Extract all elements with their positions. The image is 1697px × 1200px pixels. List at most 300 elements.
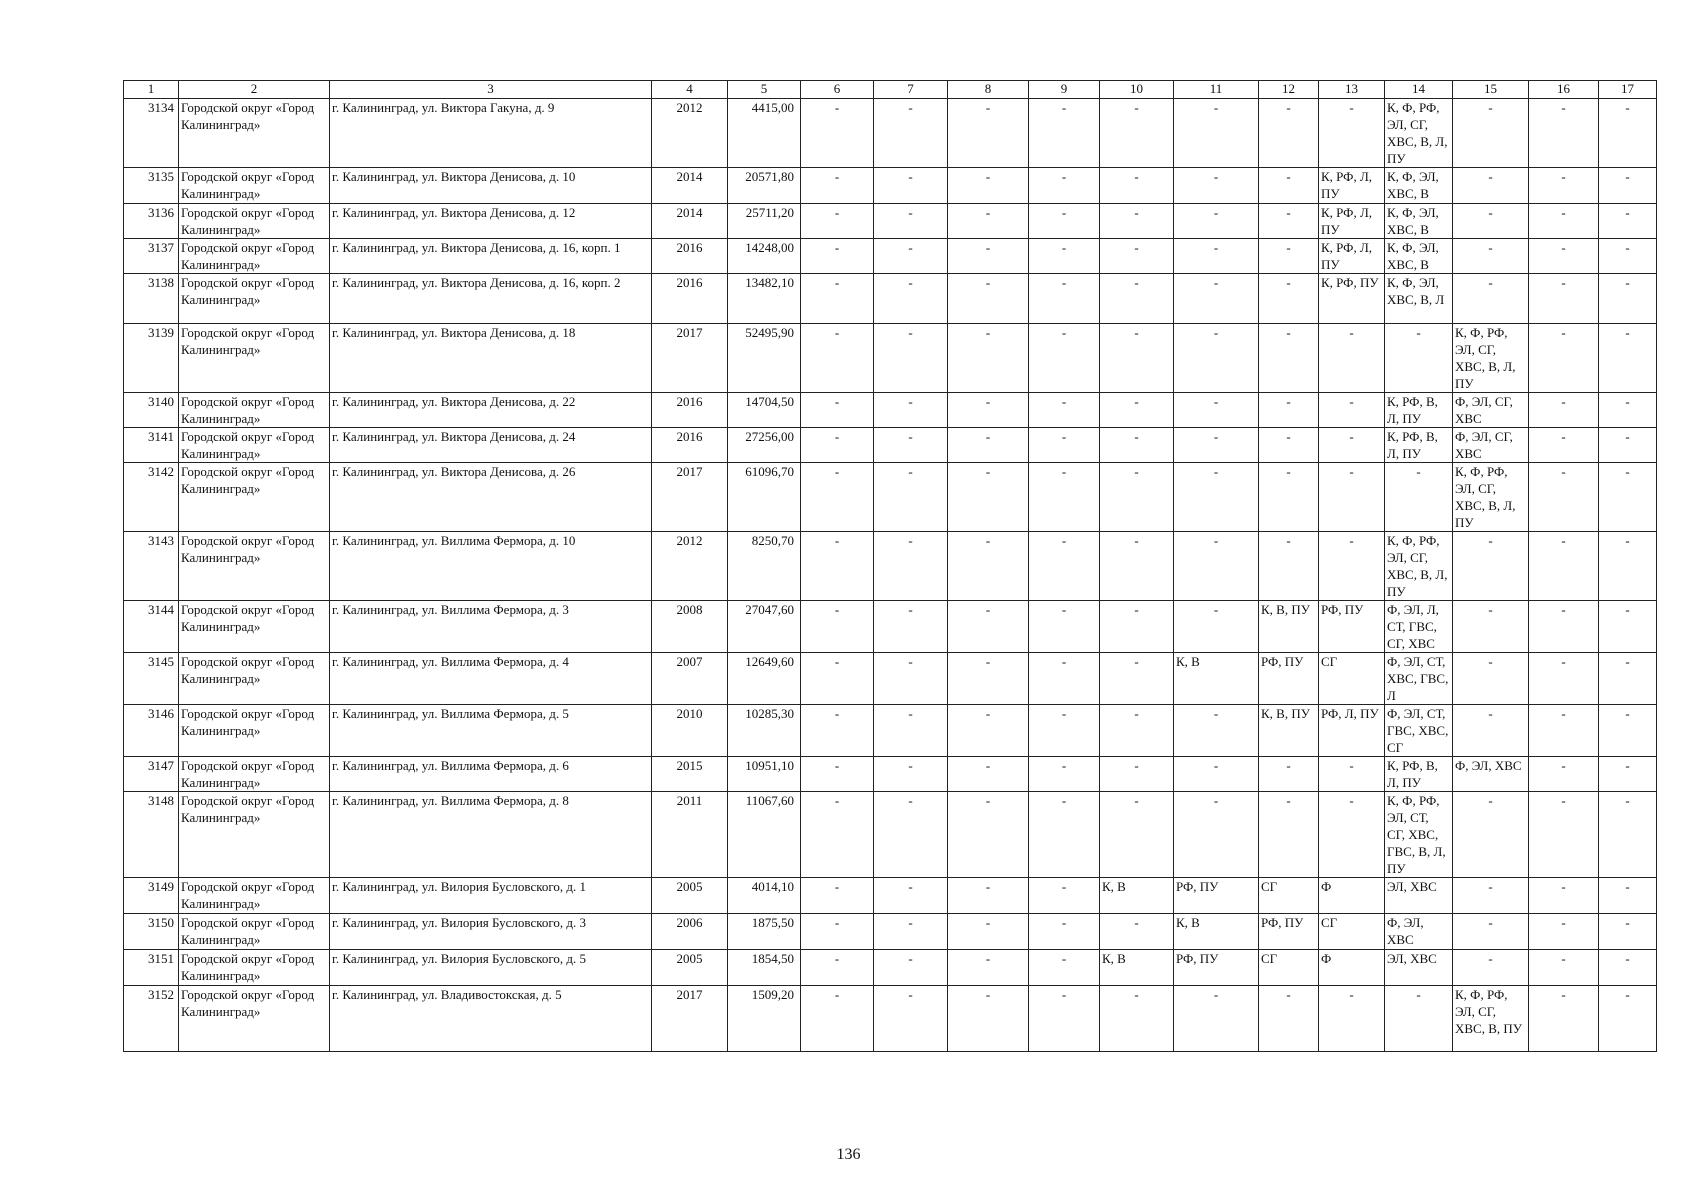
col-12-cell: - (1259, 463, 1319, 532)
col-9-cell: - (1029, 914, 1100, 950)
col-6-cell: - (801, 878, 874, 914)
row-number: 3139 (124, 324, 179, 393)
col-11-cell: - (1174, 463, 1259, 532)
area-cell: 10951,10 (728, 757, 801, 792)
col-17-cell: - (1599, 274, 1657, 324)
col-11-cell: РФ, ПУ (1174, 950, 1259, 986)
table-row (124, 99, 1657, 168)
col-12-cell: - (1259, 393, 1319, 428)
year-cell: 2006 (652, 914, 728, 950)
col-13-cell: - (1319, 757, 1385, 792)
col-16-cell: - (1529, 99, 1599, 168)
table-row (124, 204, 1657, 239)
col-16-cell: - (1529, 204, 1599, 239)
col-12-cell: - (1259, 757, 1319, 792)
col-9-cell: - (1029, 239, 1100, 274)
col-11-cell: - (1174, 705, 1259, 757)
col-6-cell: - (801, 914, 874, 950)
col-6-cell: - (801, 168, 874, 204)
col-16-cell: - (1529, 324, 1599, 393)
col-7-cell: - (874, 914, 948, 950)
col-12-cell: К, В, ПУ (1259, 601, 1319, 653)
row-number: 3148 (124, 792, 179, 878)
col-6-cell: - (801, 239, 874, 274)
col-8-cell: - (948, 705, 1029, 757)
col-15-cell: - (1453, 99, 1529, 168)
col-8-cell: - (948, 950, 1029, 986)
column-header-9: 9 (1029, 81, 1100, 99)
row-number: 3152 (124, 986, 179, 1052)
table-row (124, 792, 1657, 878)
col-12-cell: РФ, ПУ (1259, 914, 1319, 950)
area-cell: 14248,00 (728, 239, 801, 274)
col-14-cell: К, Ф, ЭЛ, ХВС, В, Л (1385, 274, 1453, 324)
col-16-cell: - (1529, 986, 1599, 1052)
col-7-cell: - (874, 168, 948, 204)
table-row (124, 239, 1657, 274)
col-16-cell: - (1529, 653, 1599, 705)
address-cell: г. Калининград, ул. Виллима Фермора, д. 3 (330, 601, 652, 653)
row-number: 3136 (124, 204, 179, 239)
col-8-cell: - (948, 653, 1029, 705)
address-cell: г. Калининград, ул. Виллима Фермора, д. 4 (330, 653, 652, 705)
col-15-cell: К, Ф, РФ, ЭЛ, СГ, ХВС, В, Л, ПУ (1453, 463, 1529, 532)
col-10-cell: К, В (1100, 950, 1174, 986)
col-8-cell: - (948, 878, 1029, 914)
col-12-cell: - (1259, 204, 1319, 239)
col-8-cell: - (948, 757, 1029, 792)
col-12-cell: - (1259, 239, 1319, 274)
col-14-cell: К, Ф, РФ, ЭЛ, СТ, СГ, ХВС, ГВС, В, Л, ПУ (1385, 792, 1453, 878)
col-7-cell: - (874, 950, 948, 986)
col-15-cell: - (1453, 950, 1529, 986)
col-15-cell: К, Ф, РФ, ЭЛ, СГ, ХВС, В, ПУ (1453, 986, 1529, 1052)
col-7-cell: - (874, 705, 948, 757)
col-6-cell: - (801, 393, 874, 428)
col-16-cell: - (1529, 601, 1599, 653)
table-body (124, 81, 1657, 1052)
col-14-cell: - (1385, 463, 1453, 532)
col-16-cell: - (1529, 393, 1599, 428)
district-cell: Городской округ «Город Калининград» (179, 463, 330, 532)
area-cell: 61096,70 (728, 463, 801, 532)
col-14-cell: К, Ф, ЭЛ, ХВС, В (1385, 239, 1453, 274)
col-9-cell: - (1029, 204, 1100, 239)
district-cell: Городской округ «Город Калининград» (179, 393, 330, 428)
table-row (124, 393, 1657, 428)
area-cell: 8250,70 (728, 532, 801, 601)
col-8-cell: - (948, 463, 1029, 532)
col-8-cell: - (948, 324, 1029, 393)
col-6-cell: - (801, 428, 874, 463)
col-15-cell: Ф, ЭЛ, ХВС (1453, 757, 1529, 792)
col-10-cell: - (1100, 274, 1174, 324)
col-14-cell: К, Ф, РФ, ЭЛ, СГ, ХВС, В, Л, ПУ (1385, 532, 1453, 601)
area-cell: 14704,50 (728, 393, 801, 428)
col-8-cell: - (948, 532, 1029, 601)
district-cell: Городской округ «Город Калининград» (179, 532, 330, 601)
col-9-cell: - (1029, 463, 1100, 532)
col-13-cell: Ф (1319, 878, 1385, 914)
table-row (124, 986, 1657, 1052)
district-cell: Городской округ «Город Калининград» (179, 914, 330, 950)
col-15-cell: - (1453, 532, 1529, 601)
year-cell: 2016 (652, 393, 728, 428)
col-17-cell: - (1599, 532, 1657, 601)
col-16-cell: - (1529, 168, 1599, 204)
district-cell: Городской округ «Город Калининград» (179, 168, 330, 204)
col-15-cell: - (1453, 878, 1529, 914)
year-cell: 2016 (652, 239, 728, 274)
col-6-cell: - (801, 705, 874, 757)
col-8-cell: - (948, 601, 1029, 653)
column-header-4: 4 (652, 81, 728, 99)
district-cell: Городской округ «Город Калининград» (179, 601, 330, 653)
col-6-cell: - (801, 274, 874, 324)
col-13-cell: - (1319, 99, 1385, 168)
address-cell: г. Калининград, ул. Виллима Фермора, д. 6 (330, 757, 652, 792)
row-number: 3140 (124, 393, 179, 428)
row-number: 3134 (124, 99, 179, 168)
column-header-6: 6 (801, 81, 874, 99)
col-12-cell: РФ, ПУ (1259, 653, 1319, 705)
col-16-cell: - (1529, 705, 1599, 757)
col-12-cell: СГ (1259, 950, 1319, 986)
column-header-11: 11 (1174, 81, 1259, 99)
table-row (124, 532, 1657, 601)
row-number: 3147 (124, 757, 179, 792)
col-10-cell: - (1100, 757, 1174, 792)
table-row (124, 653, 1657, 705)
row-number: 3144 (124, 601, 179, 653)
col-13-cell: К, РФ, Л, ПУ (1319, 204, 1385, 239)
col-10-cell: - (1100, 393, 1174, 428)
table-row (124, 757, 1657, 792)
district-cell: Городской округ «Город Калининград» (179, 99, 330, 168)
col-11-cell: - (1174, 239, 1259, 274)
col-13-cell: РФ, ПУ (1319, 601, 1385, 653)
row-number: 3151 (124, 950, 179, 986)
row-number: 3145 (124, 653, 179, 705)
col-15-cell: - (1453, 274, 1529, 324)
col-13-cell: - (1319, 463, 1385, 532)
col-11-cell: - (1174, 99, 1259, 168)
year-cell: 2005 (652, 878, 728, 914)
col-11-cell: - (1174, 532, 1259, 601)
col-7-cell: - (874, 986, 948, 1052)
col-13-cell: СГ (1319, 914, 1385, 950)
col-9-cell: - (1029, 393, 1100, 428)
col-16-cell: - (1529, 463, 1599, 532)
col-10-cell: - (1100, 239, 1174, 274)
address-cell: г. Калининград, ул. Виллима Фермора, д. 10 (330, 532, 652, 601)
col-10-cell: - (1100, 463, 1174, 532)
page-number: 136 (836, 1146, 861, 1163)
column-header-10: 10 (1100, 81, 1174, 99)
col-7-cell: - (874, 99, 948, 168)
column-header-15: 15 (1453, 81, 1529, 99)
col-17-cell: - (1599, 601, 1657, 653)
col-8-cell: - (948, 168, 1029, 204)
col-10-cell: - (1100, 324, 1174, 393)
year-cell: 2011 (652, 792, 728, 878)
col-16-cell: - (1529, 274, 1599, 324)
area-cell: 12649,60 (728, 653, 801, 705)
column-header-17: 17 (1599, 81, 1657, 99)
col-7-cell: - (874, 601, 948, 653)
address-cell: г. Калининград, ул. Вилория Бусловского, д. 1 (330, 878, 652, 914)
col-8-cell: - (948, 428, 1029, 463)
col-14-cell: К, РФ, В, Л, ПУ (1385, 393, 1453, 428)
col-14-cell: К, РФ, В, Л, ПУ (1385, 428, 1453, 463)
col-6-cell: - (801, 792, 874, 878)
district-cell: Городской округ «Город Калининград» (179, 878, 330, 914)
col-13-cell: К, РФ, ПУ (1319, 274, 1385, 324)
column-header-8: 8 (948, 81, 1029, 99)
row-number: 3138 (124, 274, 179, 324)
col-11-cell: - (1174, 324, 1259, 393)
row-number: 3146 (124, 705, 179, 757)
area-cell: 11067,60 (728, 792, 801, 878)
col-15-cell: - (1453, 239, 1529, 274)
col-7-cell: - (874, 757, 948, 792)
col-9-cell: - (1029, 653, 1100, 705)
col-7-cell: - (874, 393, 948, 428)
district-cell: Городской округ «Город Калининград» (179, 324, 330, 393)
col-9-cell: - (1029, 705, 1100, 757)
col-11-cell: - (1174, 986, 1259, 1052)
col-12-cell: - (1259, 274, 1319, 324)
row-number: 3141 (124, 428, 179, 463)
col-13-cell: - (1319, 393, 1385, 428)
col-12-cell: - (1259, 99, 1319, 168)
col-13-cell: К, РФ, Л, ПУ (1319, 168, 1385, 204)
col-14-cell: К, Ф, ЭЛ, ХВС, В (1385, 204, 1453, 239)
column-header-1: 1 (124, 81, 179, 99)
col-17-cell: - (1599, 463, 1657, 532)
col-8-cell: - (948, 914, 1029, 950)
table-row (124, 914, 1657, 950)
col-7-cell: - (874, 274, 948, 324)
col-6-cell: - (801, 99, 874, 168)
col-12-cell: К, В, ПУ (1259, 705, 1319, 757)
col-9-cell: - (1029, 986, 1100, 1052)
col-12-cell: - (1259, 428, 1319, 463)
row-number: 3137 (124, 239, 179, 274)
col-11-cell: - (1174, 428, 1259, 463)
col-16-cell: - (1529, 757, 1599, 792)
col-11-cell: К, В (1174, 914, 1259, 950)
col-8-cell: - (948, 792, 1029, 878)
area-cell: 27047,60 (728, 601, 801, 653)
col-10-cell: - (1100, 168, 1174, 204)
year-cell: 2014 (652, 204, 728, 239)
col-6-cell: - (801, 950, 874, 986)
row-number: 3149 (124, 878, 179, 914)
col-7-cell: - (874, 324, 948, 393)
col-7-cell: - (874, 204, 948, 239)
col-17-cell: - (1599, 792, 1657, 878)
col-14-cell: К, Ф, ЭЛ, ХВС, В (1385, 168, 1453, 204)
col-6-cell: - (801, 986, 874, 1052)
col-7-cell: - (874, 463, 948, 532)
col-13-cell: - (1319, 986, 1385, 1052)
district-cell: Городской округ «Город Калининград» (179, 239, 330, 274)
col-17-cell: - (1599, 324, 1657, 393)
col-12-cell: - (1259, 168, 1319, 204)
year-cell: 2005 (652, 950, 728, 986)
col-17-cell: - (1599, 653, 1657, 705)
col-7-cell: - (874, 532, 948, 601)
col-6-cell: - (801, 653, 874, 705)
col-14-cell: Ф, ЭЛ, СТ, ХВС, ГВС, Л (1385, 653, 1453, 705)
col-15-cell: К, Ф, РФ, ЭЛ, СГ, ХВС, В, Л, ПУ (1453, 324, 1529, 393)
address-cell: г. Калининград, ул. Виктора Денисова, д. 18 (330, 324, 652, 393)
year-cell: 2017 (652, 463, 728, 532)
col-9-cell: - (1029, 757, 1100, 792)
col-12-cell: СГ (1259, 878, 1319, 914)
column-header-16: 16 (1529, 81, 1599, 99)
col-6-cell: - (801, 757, 874, 792)
col-17-cell: - (1599, 428, 1657, 463)
area-cell: 25711,20 (728, 204, 801, 239)
address-cell: г. Калининград, ул. Владивостокская, д. 5 (330, 986, 652, 1052)
row-number: 3150 (124, 914, 179, 950)
col-10-cell: - (1100, 653, 1174, 705)
row-number: 3143 (124, 532, 179, 601)
col-17-cell: - (1599, 986, 1657, 1052)
address-cell: г. Калининград, ул. Вилория Бусловского, д. 5 (330, 950, 652, 986)
year-cell: 2010 (652, 705, 728, 757)
col-12-cell: - (1259, 532, 1319, 601)
col-17-cell: - (1599, 393, 1657, 428)
area-cell: 4415,00 (728, 99, 801, 168)
area-cell: 27256,00 (728, 428, 801, 463)
year-cell: 2008 (652, 601, 728, 653)
col-15-cell: - (1453, 168, 1529, 204)
col-10-cell: К, В (1100, 878, 1174, 914)
col-11-cell: РФ, ПУ (1174, 878, 1259, 914)
col-15-cell: - (1453, 204, 1529, 239)
district-cell: Городской округ «Город Калининград» (179, 428, 330, 463)
col-8-cell: - (948, 99, 1029, 168)
table-row (124, 274, 1657, 324)
area-cell: 1854,50 (728, 950, 801, 986)
table-row (124, 463, 1657, 532)
col-8-cell: - (948, 204, 1029, 239)
col-16-cell: - (1529, 532, 1599, 601)
district-cell: Городской округ «Город Калининград» (179, 274, 330, 324)
col-17-cell: - (1599, 950, 1657, 986)
address-cell: г. Калининград, ул. Виктора Денисова, д. 22 (330, 393, 652, 428)
col-13-cell: СГ (1319, 653, 1385, 705)
col-9-cell: - (1029, 532, 1100, 601)
col-10-cell: - (1100, 204, 1174, 239)
area-cell: 52495,90 (728, 324, 801, 393)
district-cell: Городской округ «Город Калининград» (179, 653, 330, 705)
col-17-cell: - (1599, 705, 1657, 757)
area-cell: 1509,20 (728, 986, 801, 1052)
column-header-7: 7 (874, 81, 948, 99)
column-header-14: 14 (1385, 81, 1453, 99)
table-row (124, 950, 1657, 986)
col-7-cell: - (874, 792, 948, 878)
col-13-cell: - (1319, 324, 1385, 393)
col-14-cell: К, РФ, В, Л, ПУ (1385, 757, 1453, 792)
area-cell: 20571,80 (728, 168, 801, 204)
col-14-cell: ЭЛ, ХВС (1385, 950, 1453, 986)
column-number-header-row (124, 81, 1657, 99)
year-cell: 2012 (652, 532, 728, 601)
address-cell: г. Калининград, ул. Вилория Бусловского, д. 3 (330, 914, 652, 950)
col-10-cell: - (1100, 914, 1174, 950)
year-cell: 2015 (652, 757, 728, 792)
col-9-cell: - (1029, 601, 1100, 653)
col-11-cell: - (1174, 168, 1259, 204)
col-8-cell: - (948, 986, 1029, 1052)
col-13-cell: - (1319, 428, 1385, 463)
col-7-cell: - (874, 878, 948, 914)
column-header-2: 2 (179, 81, 330, 99)
col-14-cell: ЭЛ, ХВС (1385, 878, 1453, 914)
col-8-cell: - (948, 393, 1029, 428)
col-17-cell: - (1599, 878, 1657, 914)
col-17-cell: - (1599, 757, 1657, 792)
column-header-3: 3 (330, 81, 652, 99)
col-14-cell: Ф, ЭЛ, Л, СТ, ГВС, СГ, ХВС (1385, 601, 1453, 653)
col-15-cell: Ф, ЭЛ, СГ, ХВС (1453, 393, 1529, 428)
column-header-5: 5 (728, 81, 801, 99)
year-cell: 2007 (652, 653, 728, 705)
col-11-cell: - (1174, 204, 1259, 239)
col-16-cell: - (1529, 878, 1599, 914)
district-cell: Городской округ «Город Калининград» (179, 986, 330, 1052)
col-9-cell: - (1029, 792, 1100, 878)
district-cell: Городской округ «Город Калининград» (179, 757, 330, 792)
col-6-cell: - (801, 532, 874, 601)
col-9-cell: - (1029, 324, 1100, 393)
address-cell: г. Калининград, ул. Виллима Фермора, д. 8 (330, 792, 652, 878)
col-16-cell: - (1529, 792, 1599, 878)
col-11-cell: К, В (1174, 653, 1259, 705)
col-14-cell: - (1385, 324, 1453, 393)
year-cell: 2017 (652, 324, 728, 393)
col-13-cell: РФ, Л, ПУ (1319, 705, 1385, 757)
col-11-cell: - (1174, 601, 1259, 653)
col-7-cell: - (874, 428, 948, 463)
col-14-cell: Ф, ЭЛ, СТ, ГВС, ХВС, СГ (1385, 705, 1453, 757)
col-9-cell: - (1029, 99, 1100, 168)
district-cell: Городской округ «Город Калининград» (179, 950, 330, 986)
address-cell: г. Калининград, ул. Виктора Денисова, д. 16, корп. 1 (330, 239, 652, 274)
year-cell: 2016 (652, 274, 728, 324)
table-row (124, 428, 1657, 463)
col-11-cell: - (1174, 393, 1259, 428)
address-cell: г. Калининград, ул. Виллима Фермора, д. 5 (330, 705, 652, 757)
col-10-cell: - (1100, 705, 1174, 757)
col-13-cell: - (1319, 532, 1385, 601)
col-8-cell: - (948, 239, 1029, 274)
table-row (124, 168, 1657, 204)
col-16-cell: - (1529, 950, 1599, 986)
col-13-cell: - (1319, 792, 1385, 878)
col-16-cell: - (1529, 914, 1599, 950)
address-cell: г. Калининград, ул. Виктора Денисова, д. 16, корп. 2 (330, 274, 652, 324)
col-10-cell: - (1100, 99, 1174, 168)
col-11-cell: - (1174, 792, 1259, 878)
col-15-cell: - (1453, 914, 1529, 950)
column-header-13: 13 (1319, 81, 1385, 99)
